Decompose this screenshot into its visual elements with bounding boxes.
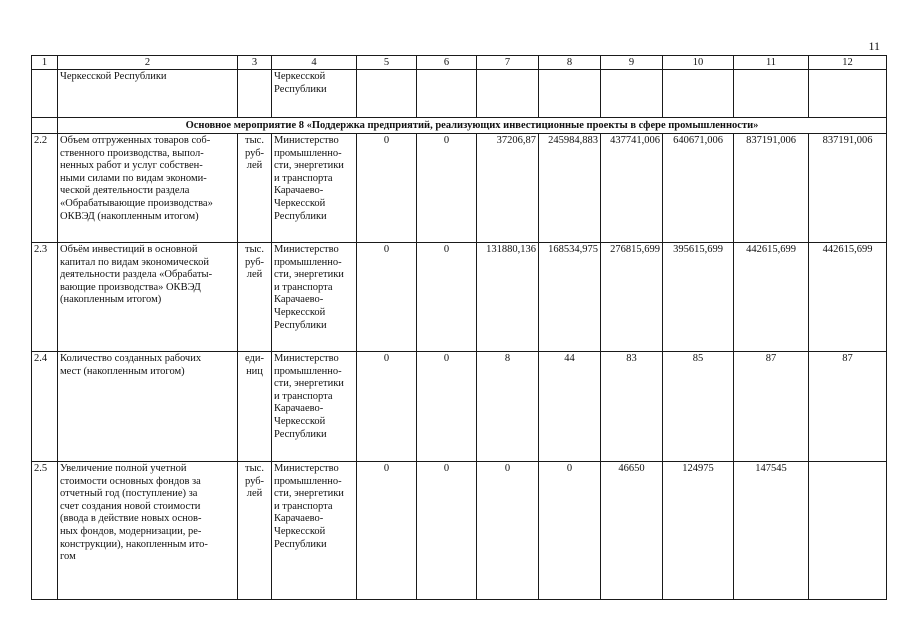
value-cell: [417, 70, 477, 118]
value-cell: 0: [477, 462, 539, 600]
value-cell: 87: [809, 352, 887, 462]
indicator-name-cell: Объем отгруженных товаров соб- ственного производства, выпол- ненных работ и услуг собствен- ными силами по видам экономи- ческой деятельности раздела «Обрабатывающие производства» ОКВЭД (накопленным итогом): [58, 134, 238, 243]
value-cell: 0: [417, 243, 477, 352]
header-cell: 12: [809, 56, 887, 70]
value-cell: 0: [417, 134, 477, 243]
indicator-name-cell: Черкесской Республики: [58, 70, 238, 118]
header-cell: 5: [357, 56, 417, 70]
value-cell: 0: [357, 352, 417, 462]
header-cell: 3: [238, 56, 272, 70]
header-cell: 6: [417, 56, 477, 70]
value-cell: 437741,006: [601, 134, 663, 243]
section-title: Основное мероприятие 8 «Поддержка предприятий, реализующих инвестиционные проекты в сфере промышленности»: [58, 118, 887, 134]
header-cell: 8: [539, 56, 601, 70]
value-cell: 0: [417, 462, 477, 600]
ministry-cell: Черкесской Республики: [272, 70, 357, 118]
indicator-name-cell: Объём инвестиций в основной капитал по видам экономической деятельности раздела «Обрабаты- вающие производства» ОКВЭД (накопленным итогом): [58, 243, 238, 352]
ministry-cell: Министерство промышленно- сти, энергетики и транспорта Карачаево- Черкесской Республики: [272, 243, 357, 352]
value-cell: [539, 70, 601, 118]
value-cell: 395615,699: [663, 243, 734, 352]
row-number-cell: [32, 70, 58, 118]
value-cell: [477, 70, 539, 118]
unit-cell: [238, 70, 272, 118]
header-cell: 1: [32, 56, 58, 70]
page-number: 11: [868, 39, 880, 53]
value-cell: 442615,699: [734, 243, 809, 352]
header-cell: 4: [272, 56, 357, 70]
value-cell: 0: [357, 243, 417, 352]
ministry-cell: Министерство промышленно- сти, энергетики и транспорта Карачаево- Черкесской Республики: [272, 462, 357, 600]
value-cell: [357, 70, 417, 118]
section-row: [32, 118, 887, 134]
table-row: [32, 462, 887, 600]
value-cell: 837191,006: [809, 134, 887, 243]
indicator-name-cell: Увеличение полной учетной стоимости основных фондов за отчетный год (поступление) за счет создания новой стоимости (ввода в действие новых основ- ных фондов, модернизации, ре- конструкции), накопленным ито- гом: [58, 462, 238, 600]
ministry-cell: Министерство промышленно- сти, энергетики и транспорта Карачаево- Черкесской Республики: [272, 134, 357, 243]
table-row: [32, 243, 887, 352]
value-cell: 147545: [734, 462, 809, 600]
header-cell: 7: [477, 56, 539, 70]
value-cell: 276815,699: [601, 243, 663, 352]
continuation-row: [32, 70, 887, 118]
header-cell: 9: [601, 56, 663, 70]
value-cell: 0: [539, 462, 601, 600]
value-cell: 85: [663, 352, 734, 462]
value-cell: 837191,006: [734, 134, 809, 243]
indicators-table: [31, 55, 887, 600]
header-cell: 2: [58, 56, 238, 70]
indicator-name-cell: Количество созданных рабочих мест (накопленным итогом): [58, 352, 238, 462]
value-cell: 124975: [663, 462, 734, 600]
value-cell: [601, 70, 663, 118]
value-cell: [809, 462, 887, 600]
value-cell: [734, 70, 809, 118]
value-cell: 442615,699: [809, 243, 887, 352]
unit-cell: тыс. руб- лей: [238, 243, 272, 352]
value-cell: 0: [357, 462, 417, 600]
value-cell: 131880,136: [477, 243, 539, 352]
header-cell: 10: [663, 56, 734, 70]
ministry-cell: Министерство промышленно- сти, энергетики и транспорта Карачаево- Черкесской Республики: [272, 352, 357, 462]
row-number-cell: 2.3: [32, 243, 58, 352]
row-number-cell: 2.2: [32, 134, 58, 243]
value-cell: 44: [539, 352, 601, 462]
value-cell: 46650: [601, 462, 663, 600]
section-empty-cell: [32, 118, 58, 134]
value-cell: 168534,975: [539, 243, 601, 352]
unit-cell: еди- ниц: [238, 352, 272, 462]
unit-cell: тыс. руб- лей: [238, 134, 272, 243]
table-row: [32, 134, 887, 243]
value-cell: 0: [417, 352, 477, 462]
table-row: [32, 352, 887, 462]
value-cell: 8: [477, 352, 539, 462]
value-cell: [809, 70, 887, 118]
row-number-cell: 2.5: [32, 462, 58, 600]
header-cell: 11: [734, 56, 809, 70]
column-number-header: [32, 56, 887, 70]
value-cell: 83: [601, 352, 663, 462]
value-cell: 37206,87: [477, 134, 539, 243]
value-cell: 0: [357, 134, 417, 243]
value-cell: [663, 70, 734, 118]
value-cell: 245984,883: [539, 134, 601, 243]
row-number-cell: 2.4: [32, 352, 58, 462]
value-cell: 640671,006: [663, 134, 734, 243]
value-cell: 87: [734, 352, 809, 462]
unit-cell: тыс. руб- лей: [238, 462, 272, 600]
